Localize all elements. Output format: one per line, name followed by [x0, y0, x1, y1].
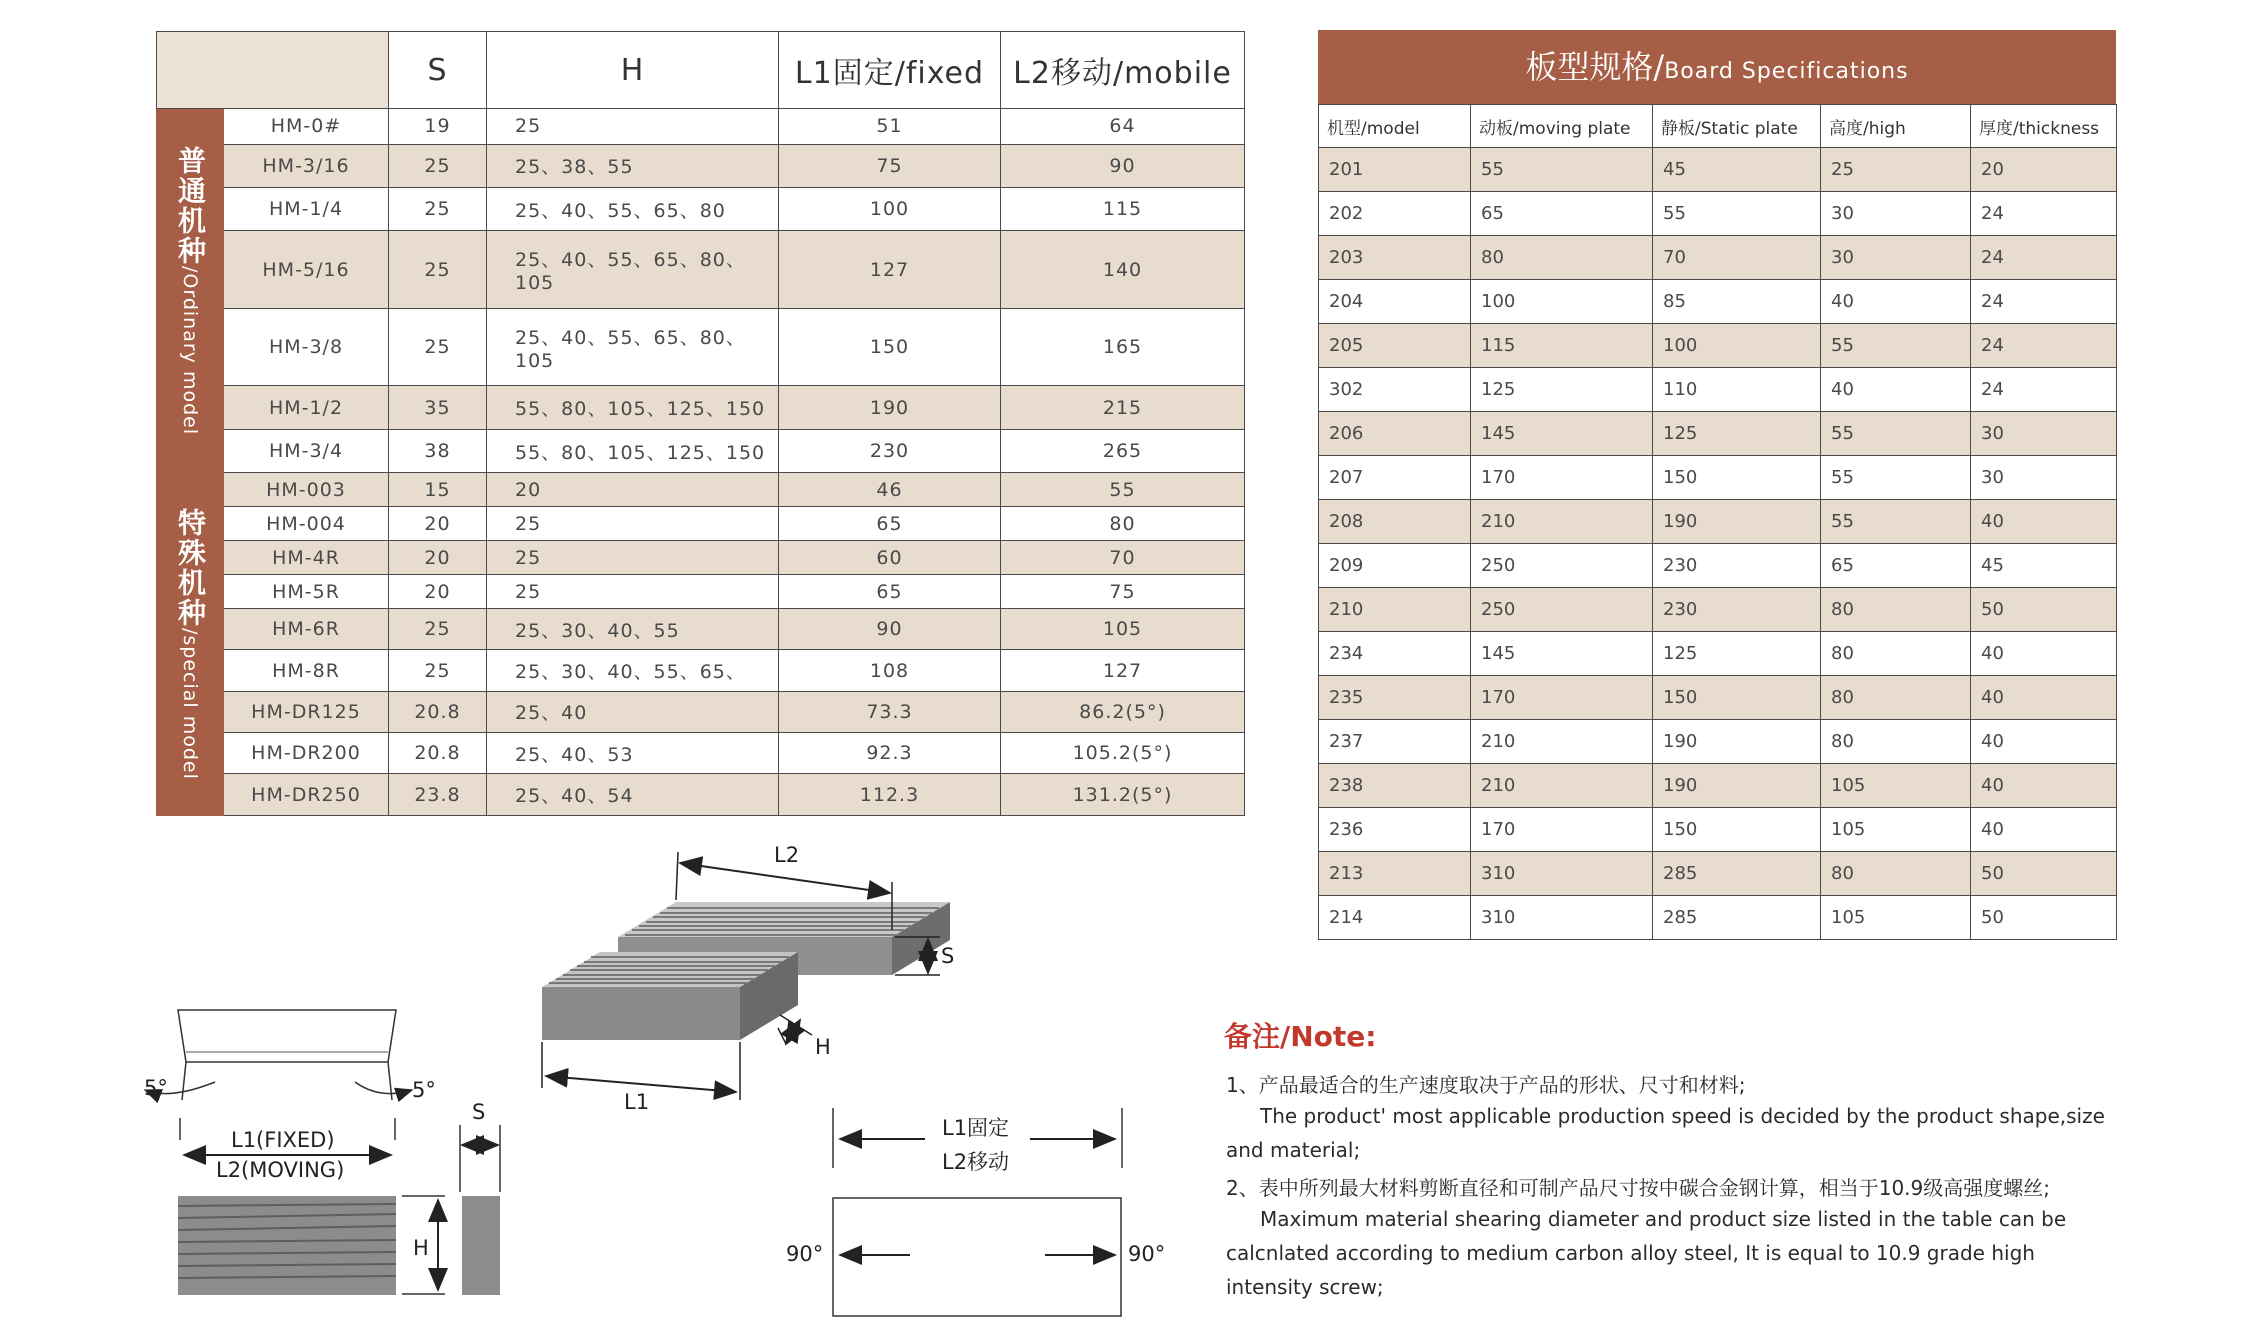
- cell-model: HM-1/2: [224, 386, 389, 429]
- cell-l1: 92.3: [779, 733, 1001, 774]
- cell-l2: 90: [1001, 144, 1245, 187]
- cell-l1: 150: [779, 308, 1001, 386]
- cell-thickness: 24: [1971, 236, 2117, 280]
- note-title: 备注/Note:: [1224, 1020, 1377, 1053]
- note-2-en-b: calcnlated according to medium carbon alloy steel, It is equal to 10.9 grade high: [1226, 1241, 2035, 1265]
- cell-static-plate: 125: [1653, 632, 1821, 676]
- cell-h: 25、40、55、65、80: [487, 188, 779, 231]
- cell-moving-plate: 145: [1471, 632, 1653, 676]
- cell-moving-plate: 80: [1471, 236, 1653, 280]
- group-label-cn: 普通机种: [174, 146, 207, 267]
- cell-thickness: 50: [1971, 896, 2117, 940]
- cell-l2: 265: [1001, 429, 1245, 472]
- cell-static-plate: 190: [1653, 764, 1821, 808]
- cell-static-plate: 125: [1653, 412, 1821, 456]
- label-90-left: 90°: [786, 1242, 824, 1266]
- cell-l1: 108: [779, 650, 1001, 691]
- label-90-right: 90°: [1128, 1242, 1166, 1266]
- cell-l2: 86.2(5°): [1001, 691, 1245, 732]
- cell-thickness: 30: [1971, 412, 2117, 456]
- cell-moving-plate: 310: [1471, 896, 1653, 940]
- cell-s: 20.8: [389, 691, 487, 732]
- cell-moving-plate: 115: [1471, 324, 1653, 368]
- cell-thickness: 24: [1971, 368, 2117, 412]
- header-moving-plate: 动板/moving plate: [1471, 105, 1653, 148]
- cell-board-model: 201: [1319, 148, 1471, 192]
- cell-s: 15: [389, 473, 487, 507]
- cell-thickness: 30: [1971, 456, 2117, 500]
- cell-board-model: 237: [1319, 720, 1471, 764]
- cell-l1: 73.3: [779, 691, 1001, 732]
- cell-l2: 115: [1001, 188, 1245, 231]
- group-label-en: /special model: [179, 628, 201, 781]
- label-l2-moving: L2(MOVING): [216, 1158, 345, 1182]
- cell-model: HM-3/16: [224, 144, 389, 187]
- cell-h: 25、30、40、55、65、: [487, 650, 779, 691]
- cell-height: 25: [1821, 148, 1971, 192]
- cell-height: 105: [1821, 764, 1971, 808]
- cell-moving-plate: 170: [1471, 676, 1653, 720]
- cell-l1: 46: [779, 473, 1001, 507]
- cell-s: 25: [389, 144, 487, 187]
- cell-l2: 55: [1001, 473, 1245, 507]
- cell-moving-plate: 210: [1471, 764, 1653, 808]
- cell-static-plate: 190: [1653, 720, 1821, 764]
- cell-board-model: 214: [1319, 896, 1471, 940]
- label-h2: H: [413, 1236, 429, 1260]
- cell-l1: 90: [779, 609, 1001, 650]
- board-spec-title-cn: 板型规格/: [1525, 48, 1665, 86]
- cell-height: 80: [1821, 632, 1971, 676]
- cell-l1: 100: [779, 188, 1001, 231]
- cell-h: 25、30、40、55: [487, 609, 779, 650]
- cell-h: 25、40、53: [487, 733, 779, 774]
- cell-moving-plate: 55: [1471, 148, 1653, 192]
- header-l2: L2移动/mobile: [1001, 32, 1245, 109]
- cell-moving-plate: 210: [1471, 720, 1653, 764]
- label-l2: L2: [774, 843, 800, 867]
- cell-height: 55: [1821, 500, 1971, 544]
- cell-h: 55、80、105、125、150: [487, 386, 779, 429]
- cell-l1: 60: [779, 541, 1001, 575]
- label-l1: L1: [624, 1090, 650, 1114]
- cell-l1: 75: [779, 144, 1001, 187]
- cell-static-plate: 150: [1653, 456, 1821, 500]
- cell-model: HM-5/16: [224, 231, 389, 309]
- cell-model: HM-0#: [224, 109, 389, 145]
- cell-board-model: 206: [1319, 412, 1471, 456]
- note-1-en-b: and material;: [1226, 1138, 1361, 1162]
- cell-static-plate: 100: [1653, 324, 1821, 368]
- cell-h: 20: [487, 473, 779, 507]
- cell-model: HM-3/8: [224, 308, 389, 386]
- header-thickness: 厚度/thickness: [1971, 105, 2117, 148]
- cell-model: HM-3/4: [224, 429, 389, 472]
- cell-static-plate: 285: [1653, 896, 1821, 940]
- cell-s: 19: [389, 109, 487, 145]
- header-h: H: [487, 32, 779, 109]
- cell-thickness: 40: [1971, 720, 2117, 764]
- cell-s: 35: [389, 386, 487, 429]
- cell-l2: 215: [1001, 386, 1245, 429]
- cell-board-model: 205: [1319, 324, 1471, 368]
- header-static-plate: 静板/Static plate: [1653, 105, 1821, 148]
- cell-s: 20: [389, 541, 487, 575]
- cell-board-model: 202: [1319, 192, 1471, 236]
- cell-model: HM-DR200: [224, 733, 389, 774]
- label-l1-cn: L1固定: [942, 1116, 1010, 1140]
- cell-l1: 51: [779, 109, 1001, 145]
- cell-l1: 127: [779, 231, 1001, 309]
- cell-h: 25、40、55、65、80、105: [487, 308, 779, 386]
- cell-board-model: 213: [1319, 852, 1471, 896]
- cell-moving-plate: 170: [1471, 808, 1653, 852]
- cell-h: 25、40: [487, 691, 779, 732]
- cell-thickness: 50: [1971, 588, 2117, 632]
- cell-board-model: 234: [1319, 632, 1471, 676]
- cell-h: 25: [487, 575, 779, 609]
- cell-height: 105: [1821, 896, 1971, 940]
- cell-moving-plate: 145: [1471, 412, 1653, 456]
- cell-thickness: 45: [1971, 544, 2117, 588]
- cell-l1: 230: [779, 429, 1001, 472]
- cell-h: 25、40、54: [487, 774, 779, 816]
- cell-s: 20: [389, 507, 487, 541]
- board-spec-title-en: Board Specifications: [1664, 59, 1909, 84]
- cell-moving-plate: 170: [1471, 456, 1653, 500]
- note-2-en-c: intensity screw;: [1226, 1275, 1384, 1299]
- label-l1-fixed: L1(FIXED): [231, 1128, 335, 1152]
- cell-static-plate: 230: [1653, 588, 1821, 632]
- cell-moving-plate: 250: [1471, 544, 1653, 588]
- cell-l1: 65: [779, 507, 1001, 541]
- cell-h: 25、40、55、65、80、105: [487, 231, 779, 309]
- cell-s: 25: [389, 231, 487, 309]
- label-l2-cn: L2移动: [942, 1150, 1010, 1174]
- cell-board-model: 203: [1319, 236, 1471, 280]
- cell-height: 40: [1821, 368, 1971, 412]
- label-h: H: [815, 1035, 831, 1059]
- cell-l2: 131.2(5°): [1001, 774, 1245, 816]
- cell-thickness: 40: [1971, 808, 2117, 852]
- cell-height: 55: [1821, 324, 1971, 368]
- header-board-model: 机型/model: [1319, 105, 1471, 148]
- label-s: S: [941, 944, 955, 968]
- die-3d-illustration: [542, 852, 950, 1100]
- cell-l2: 105: [1001, 609, 1245, 650]
- cell-static-plate: 85: [1653, 280, 1821, 324]
- cell-l2: 64: [1001, 109, 1245, 145]
- header-height: 高度/high: [1821, 105, 1971, 148]
- cell-h: 25: [487, 541, 779, 575]
- cell-model: HM-004: [224, 507, 389, 541]
- cell-s: 23.8: [389, 774, 487, 816]
- cell-thickness: 24: [1971, 324, 2117, 368]
- cell-static-plate: 150: [1653, 676, 1821, 720]
- cell-s: 25: [389, 308, 487, 386]
- note-1-en-a: The product' most applicable production speed is decided by the product shape,size: [1260, 1104, 2105, 1128]
- cell-model: HM-4R: [224, 541, 389, 575]
- cell-board-model: 238: [1319, 764, 1471, 808]
- cell-model: HM-8R: [224, 650, 389, 691]
- cell-model: HM-003: [224, 473, 389, 507]
- cell-s: 20: [389, 575, 487, 609]
- cell-model: HM-1/4: [224, 188, 389, 231]
- cell-l2: 105.2(5°): [1001, 733, 1245, 774]
- cell-l1: 112.3: [779, 774, 1001, 816]
- cell-height: 105: [1821, 808, 1971, 852]
- cell-model: HM-DR125: [224, 691, 389, 732]
- label-s2: S: [472, 1100, 486, 1124]
- cell-thickness: 24: [1971, 192, 2117, 236]
- cell-static-plate: 150: [1653, 808, 1821, 852]
- cell-thickness: 50: [1971, 852, 2117, 896]
- cell-l2: 70: [1001, 541, 1245, 575]
- header-l1: L1固定/fixed: [779, 32, 1001, 109]
- cell-static-plate: 110: [1653, 368, 1821, 412]
- cell-board-model: 204: [1319, 280, 1471, 324]
- cell-l2: 75: [1001, 575, 1245, 609]
- group-label-en: /Ordinary model: [179, 266, 201, 436]
- cell-moving-plate: 100: [1471, 280, 1653, 324]
- cell-s: 25: [389, 609, 487, 650]
- note-1-cn: 1、产品最适合的生产速度取决于产品的形状、尺寸和材料;: [1226, 1073, 1746, 1097]
- cell-h: 25、38、55: [487, 144, 779, 187]
- cell-moving-plate: 310: [1471, 852, 1653, 896]
- cell-height: 40: [1821, 280, 1971, 324]
- cell-l2: 80: [1001, 507, 1245, 541]
- cell-l2: 127: [1001, 650, 1245, 691]
- die-side-view: [145, 1010, 500, 1295]
- cell-thickness: 24: [1971, 280, 2117, 324]
- cell-model: HM-5R: [224, 575, 389, 609]
- cell-l2: 165: [1001, 308, 1245, 386]
- label-angle-left: 5°: [144, 1076, 168, 1100]
- cell-h: 55、80、105、125、150: [487, 429, 779, 472]
- cell-static-plate: 285: [1653, 852, 1821, 896]
- cell-s: 25: [389, 650, 487, 691]
- note-2-cn: 2、表中所列最大材料剪断直径和可制产品尺寸按中碳合金钢计算，相当于10.9级高强度螺丝;: [1226, 1176, 2050, 1200]
- cell-board-model: 207: [1319, 456, 1471, 500]
- cell-l1: 65: [779, 575, 1001, 609]
- group-label-cn: 特殊机种: [174, 508, 207, 629]
- cell-moving-plate: 210: [1471, 500, 1653, 544]
- cell-static-plate: 45: [1653, 148, 1821, 192]
- cell-static-plate: 230: [1653, 544, 1821, 588]
- cell-height: 65: [1821, 544, 1971, 588]
- cell-height: 80: [1821, 852, 1971, 896]
- cell-thickness: 40: [1971, 632, 2117, 676]
- cell-thickness: 40: [1971, 764, 2117, 808]
- cell-thickness: 40: [1971, 676, 2117, 720]
- label-angle-right: 5°: [412, 1078, 436, 1102]
- cell-height: 55: [1821, 412, 1971, 456]
- cell-board-model: 302: [1319, 368, 1471, 412]
- cell-h: 25: [487, 507, 779, 541]
- cell-model: HM-6R: [224, 609, 389, 650]
- cell-static-plate: 190: [1653, 500, 1821, 544]
- cell-height: 80: [1821, 720, 1971, 764]
- note-2-en-a: Maximum material shearing diameter and product size listed in the table can be: [1260, 1207, 2067, 1231]
- cell-h: 25: [487, 109, 779, 145]
- cell-board-model: 209: [1319, 544, 1471, 588]
- header-s: S: [389, 32, 487, 109]
- cell-l1: 190: [779, 386, 1001, 429]
- cell-l2: 140: [1001, 231, 1245, 309]
- cell-moving-plate: 125: [1471, 368, 1653, 412]
- cell-height: 55: [1821, 456, 1971, 500]
- cell-moving-plate: 65: [1471, 192, 1653, 236]
- cell-thickness: 20: [1971, 148, 2117, 192]
- cell-board-model: 236: [1319, 808, 1471, 852]
- cell-board-model: 235: [1319, 676, 1471, 720]
- cell-s: 20.8: [389, 733, 487, 774]
- cell-thickness: 40: [1971, 500, 2117, 544]
- cell-s: 25: [389, 188, 487, 231]
- cell-height: 30: [1821, 236, 1971, 280]
- cell-height: 80: [1821, 676, 1971, 720]
- cell-static-plate: 55: [1653, 192, 1821, 236]
- cell-height: 80: [1821, 588, 1971, 632]
- cell-board-model: 208: [1319, 500, 1471, 544]
- cell-height: 30: [1821, 192, 1971, 236]
- cell-static-plate: 70: [1653, 236, 1821, 280]
- cell-board-model: 210: [1319, 588, 1471, 632]
- cell-s: 38: [389, 429, 487, 472]
- cell-model: HM-DR250: [224, 774, 389, 816]
- cell-moving-plate: 250: [1471, 588, 1653, 632]
